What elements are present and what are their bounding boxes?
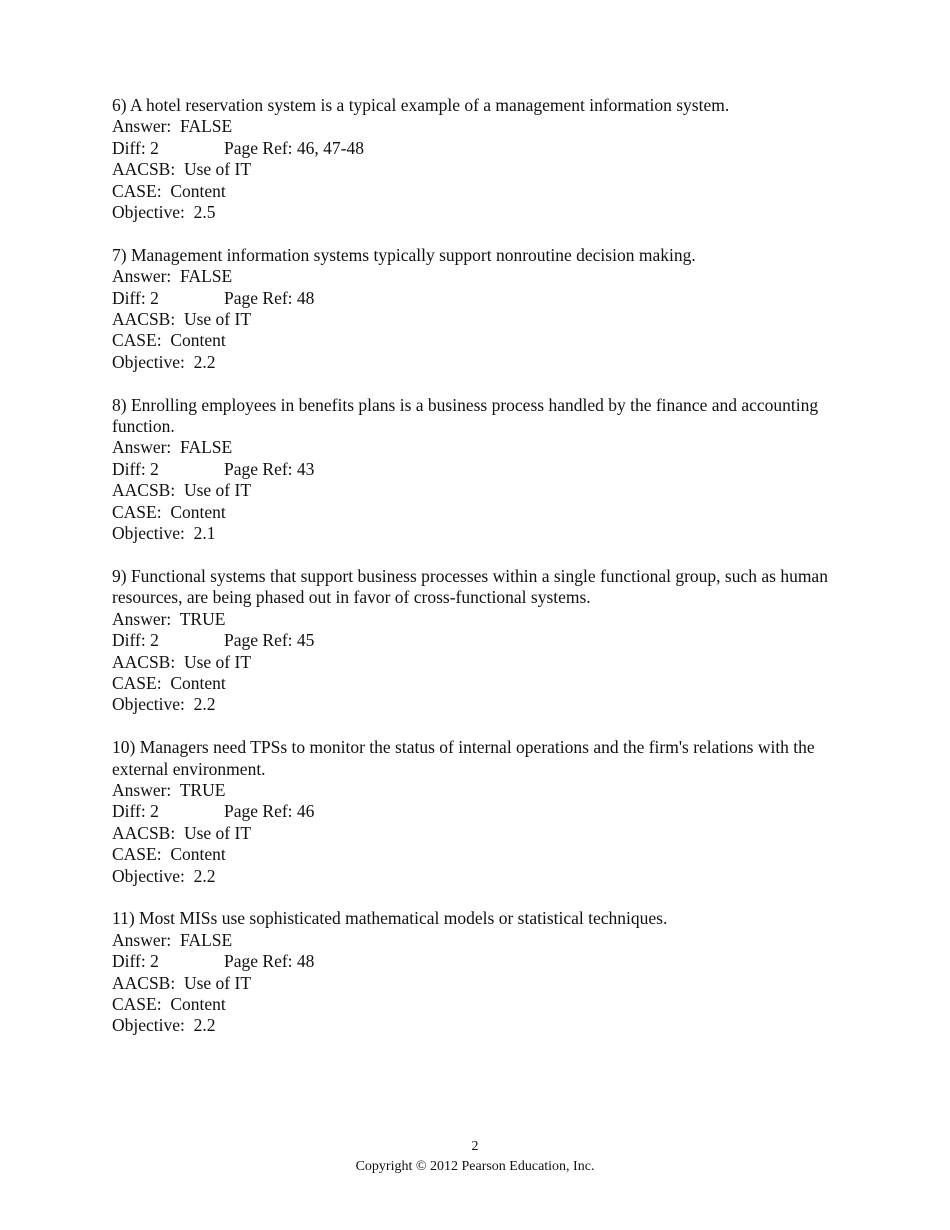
difficulty: Diff: 2: [112, 630, 159, 651]
page-reference: Page Ref: 46: [224, 801, 315, 822]
case-line: CASE: Content: [112, 672, 226, 693]
question-text: 10) Managers need TPSs to monitor the status of internal operations and the firm's relations with the external environment.: [112, 737, 820, 779]
objective-line: Objective: 2.2: [112, 865, 216, 886]
page-reference: Page Ref: 48: [224, 951, 315, 972]
difficulty: Diff: 2: [112, 137, 159, 158]
objective-line: Objective: 2.2: [112, 1015, 216, 1036]
page-number: 2: [471, 1139, 479, 1154]
question-text: 7) Management information systems typically support nonroutine decision making.: [112, 244, 696, 265]
answer-line: Answer: FALSE: [112, 266, 233, 287]
question-item: [112, 395, 852, 545]
aacsb-line: AACSB: Use of IT: [112, 159, 252, 180]
document-body: [112, 95, 852, 1058]
page-reference: Page Ref: 46, 47-48: [224, 137, 364, 158]
question-text: 6) A hotel reservation system is a typical example of a management information system.: [112, 95, 730, 115]
aacsb-line: AACSB: Use of IT: [112, 651, 252, 672]
aacsb-line: AACSB: Use of IT: [112, 480, 252, 501]
page-reference: Page Ref: 43: [224, 458, 315, 479]
difficulty-line: [112, 630, 852, 651]
difficulty: Diff: 2: [112, 801, 159, 822]
difficulty: Diff: 2: [112, 287, 159, 308]
difficulty: Diff: 2: [112, 458, 159, 479]
page-reference: Page Ref: 48: [224, 287, 315, 308]
aacsb-line: AACSB: Use of IT: [112, 822, 252, 843]
answer-line: Answer: FALSE: [112, 437, 233, 458]
case-line: CASE: Content: [112, 501, 226, 522]
question-text: 9) Functional systems that support business processes within a single functional group, such as human resources, are being phased out in favor of cross-functional systems.: [112, 565, 833, 608]
aacsb-line: AACSB: Use of IT: [112, 972, 252, 993]
answer-line: Answer: TRUE: [112, 608, 226, 629]
difficulty-line: [112, 459, 852, 480]
difficulty-line: [112, 951, 852, 972]
question-text: 11) Most MISs use sophisticated mathematical models or statistical techniques.: [112, 908, 668, 929]
aacsb-line: AACSB: Use of IT: [112, 309, 252, 330]
question-item: [112, 908, 852, 1036]
copyright-notice: Copyright © 2012 Pearson Education, Inc.: [355, 1159, 595, 1174]
objective-line: Objective: 2.2: [112, 694, 216, 715]
objective-line: Objective: 2.2: [112, 351, 216, 372]
answer-line: Answer: FALSE: [112, 116, 233, 137]
case-line: CASE: Content: [112, 330, 226, 351]
question-item: [112, 566, 852, 716]
case-line: CASE: Content: [112, 844, 226, 865]
difficulty: Diff: 2: [112, 951, 159, 972]
difficulty-line: [112, 801, 852, 822]
case-line: CASE: Content: [112, 993, 226, 1014]
question-item: [112, 245, 852, 373]
objective-line: Objective: 2.1: [112, 523, 216, 544]
answer-line: Answer: TRUE: [112, 779, 226, 800]
question-item: [112, 737, 852, 887]
question-text: 8) Enrolling employees in benefits plans is a business process handled by the finance and accounting function.: [112, 394, 823, 437]
answer-line: Answer: FALSE: [112, 929, 233, 950]
question-item: [112, 95, 852, 223]
difficulty-line: [112, 288, 852, 309]
objective-line: Objective: 2.5: [112, 202, 216, 223]
page-reference: Page Ref: 45: [224, 630, 315, 651]
case-line: CASE: Content: [112, 180, 226, 201]
difficulty-line: [112, 138, 852, 159]
